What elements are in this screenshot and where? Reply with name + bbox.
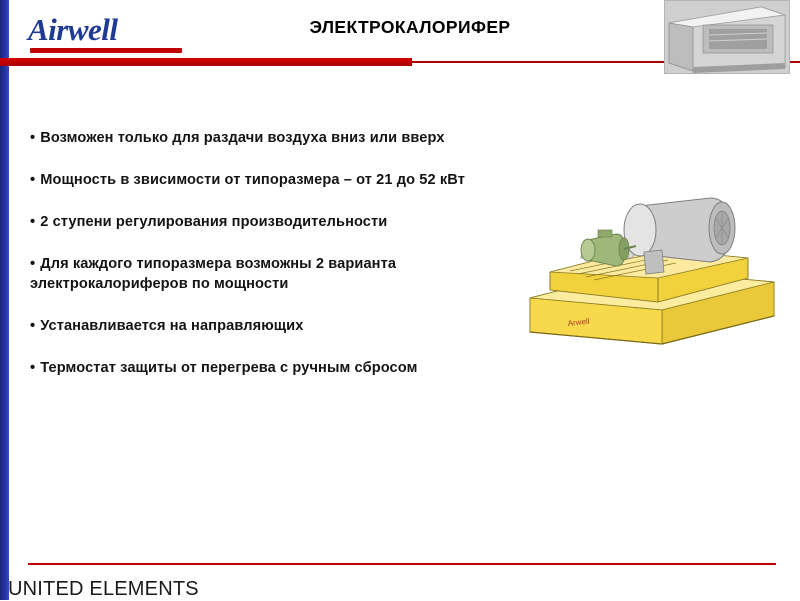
fan-drawing-caption: Arwell [567,316,590,328]
list-item-text: Термостат защиты от перегрева с ручным сбросом [40,360,418,376]
page-title: ЭЛЕКТРОКАЛОРИФЕР [309,17,511,37]
list-item [30,254,550,294]
list-item [30,212,550,232]
bullet-marker: • [30,130,36,146]
footer-text: UNITED ELEMENTS [8,578,199,600]
list-item [30,170,550,190]
bullet-list [30,128,550,400]
logo-text: Airwell [28,12,118,47]
list-item-text: 2 ступени регулирования производительности [40,214,388,230]
bullet-marker: • [30,256,36,272]
logo-underline [30,48,182,53]
electric-heater-fan-drawing [512,186,792,366]
header-divider-thick [0,58,412,66]
unit-photo-graphic [665,1,789,73]
list-item-text: Возможен только для раздачи воздуха вниз или вверх [40,130,445,146]
list-item [30,128,550,148]
list-item-text: Устанавливается на направляющих [40,318,304,334]
bullet-marker: • [30,214,36,230]
bullet-marker: • [30,318,36,334]
list-item-text: Для каждого типоразмера возможны 2 варианта электрокалориферов по мощности [30,256,397,292]
list-item [30,358,550,378]
list-item [30,316,550,336]
left-accent-bar [0,0,9,600]
bullet-marker: • [30,172,36,188]
air-handling-unit-photo [664,0,790,74]
footer-divider [28,563,776,565]
fan-drawing-graphic [512,186,792,366]
list-item-text: Мощность в звисимости от типоразмера – от 21 до 52 кВт [40,172,465,188]
airwell-logo [28,14,188,58]
bullet-marker: • [30,360,36,376]
